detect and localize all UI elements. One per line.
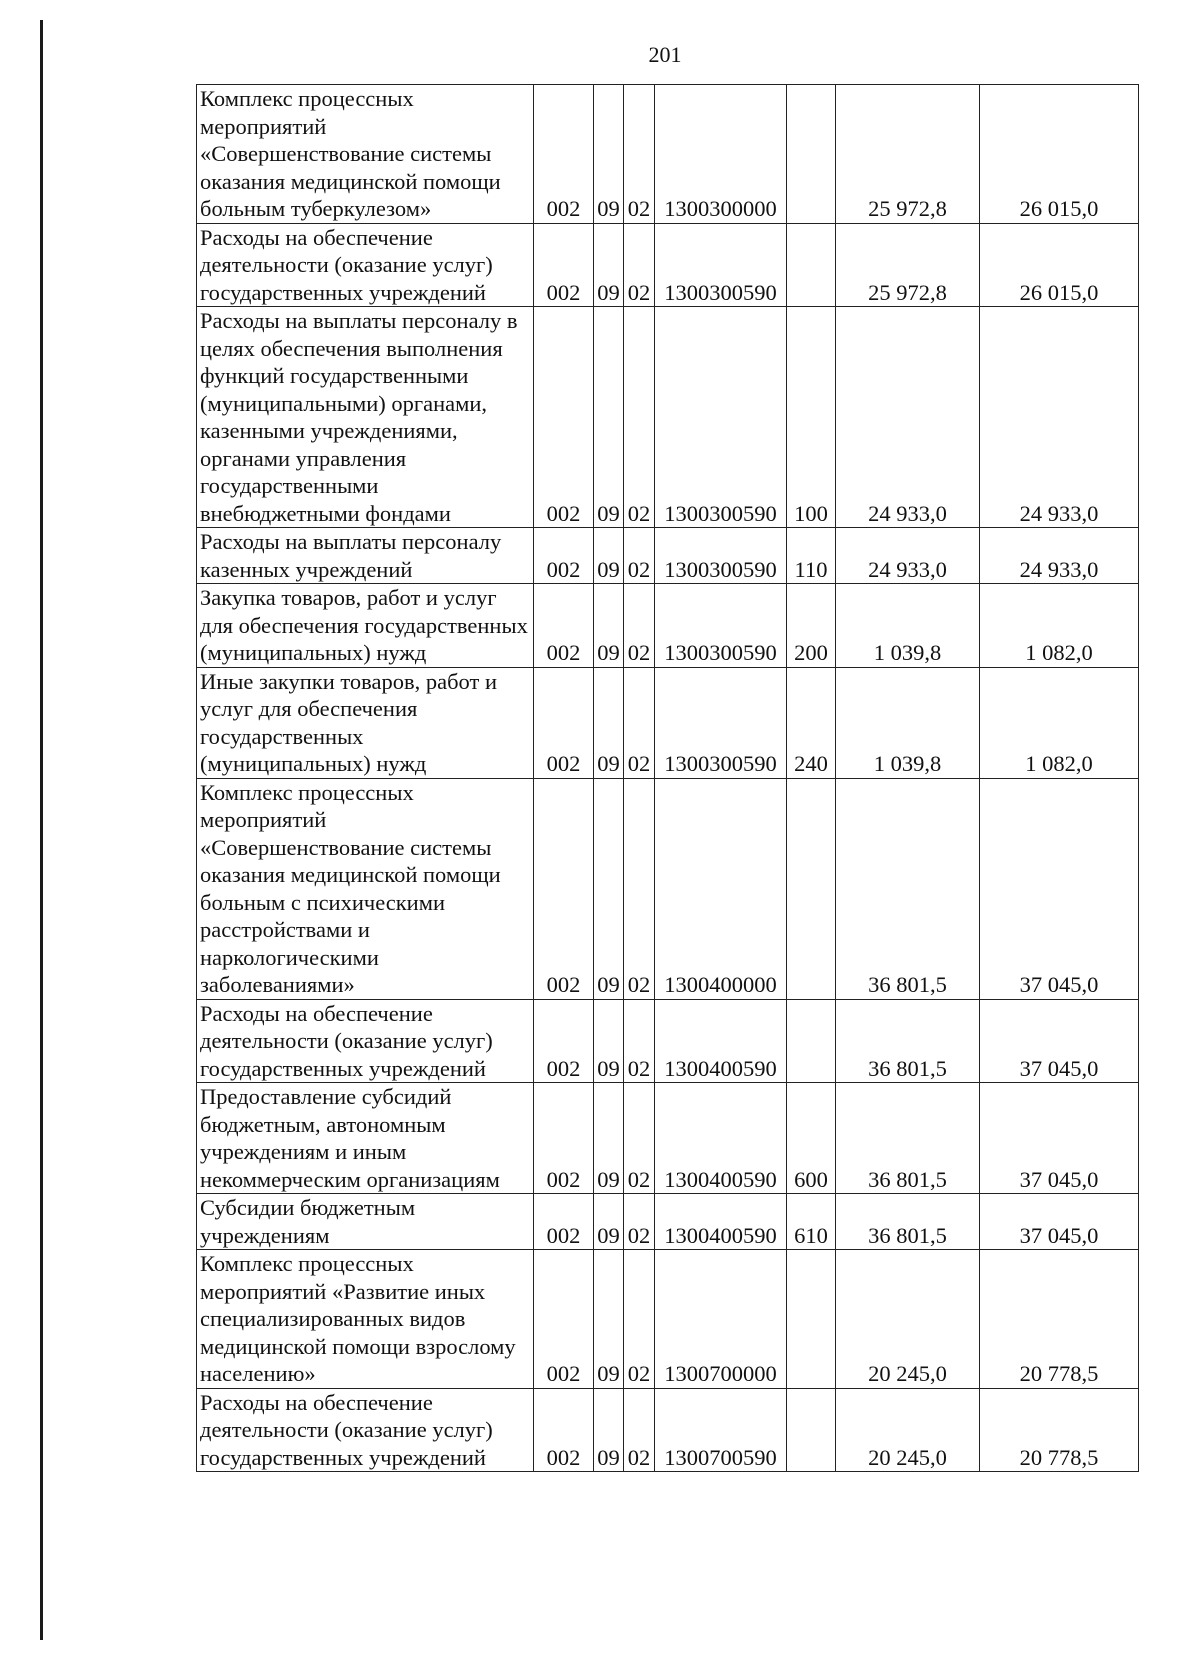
amount-year1-cell: 36 801,5 [836,1083,980,1194]
subsection-code-cell: 02 [624,1194,655,1250]
expense-type-cell [787,778,836,999]
target-article-cell: 1300300000 [655,85,787,224]
amount-year1-cell: 36 801,5 [836,778,980,999]
expense-type-cell: 610 [787,1194,836,1250]
expense-name-cell: Закупка товаров, работ и услуг для обеспечения государственных (муниципальных) нужд [197,584,534,668]
target-article-cell: 1300400590 [655,1083,787,1194]
table-row [197,778,1139,999]
amount-year2-cell: 20 778,5 [980,1388,1139,1472]
amount-year1-cell: 25 972,8 [836,85,980,224]
amount-year2-cell: 37 045,0 [980,1083,1139,1194]
section-code-cell: 09 [594,999,624,1083]
amount-year1-cell: 24 933,0 [836,307,980,528]
table-row [197,1250,1139,1389]
table-row [197,1194,1139,1250]
target-article-cell: 1300400000 [655,778,787,999]
target-article-cell: 1300300590 [655,528,787,584]
budget-table-body [197,85,1139,1472]
amount-year1-cell: 20 245,0 [836,1250,980,1389]
page-binding-line [40,20,43,1640]
grbs-code-cell: 002 [534,778,594,999]
expense-type-cell: 110 [787,528,836,584]
amount-year2-cell: 20 778,5 [980,1250,1139,1389]
section-code-cell: 09 [594,667,624,778]
subsection-code-cell: 02 [624,223,655,307]
subsection-code-cell: 02 [624,1083,655,1194]
amount-year1-cell: 20 245,0 [836,1388,980,1472]
amount-year1-cell: 24 933,0 [836,528,980,584]
expense-type-cell: 200 [787,584,836,668]
expense-type-cell: 240 [787,667,836,778]
table-row [197,1083,1139,1194]
subsection-code-cell: 02 [624,528,655,584]
expense-type-cell [787,999,836,1083]
section-code-cell: 09 [594,1083,624,1194]
expense-name-cell: Расходы на обеспечение деятельности (оказание услуг) государственных учреждений [197,999,534,1083]
section-code-cell: 09 [594,528,624,584]
amount-year2-cell: 26 015,0 [980,223,1139,307]
grbs-code-cell: 002 [534,999,594,1083]
amount-year2-cell: 37 045,0 [980,999,1139,1083]
expense-name-cell: Расходы на выплаты персоналу казенных учреждений [197,528,534,584]
amount-year2-cell: 37 045,0 [980,1194,1139,1250]
subsection-code-cell: 02 [624,1250,655,1389]
table-row [197,85,1139,224]
subsection-code-cell: 02 [624,85,655,224]
amount-year2-cell: 1 082,0 [980,584,1139,668]
target-article-cell: 1300700590 [655,1388,787,1472]
target-article-cell: 1300400590 [655,999,787,1083]
subsection-code-cell: 02 [624,778,655,999]
subsection-code-cell: 02 [624,667,655,778]
table-row [197,999,1139,1083]
table-row [197,584,1139,668]
subsection-code-cell: 02 [624,999,655,1083]
expense-name-cell: Расходы на выплаты персоналу в целях обеспечения выполнения функций государственными (муниципальными) органами, казенными учреждениями, органами управления государственными внебюджетными фондами [197,307,534,528]
page-number: 201 [648,42,682,67]
amount-year2-cell: 24 933,0 [980,528,1139,584]
section-code-cell: 09 [594,85,624,224]
amount-year2-cell: 24 933,0 [980,307,1139,528]
expense-name-cell: Иные закупки товаров, работ и услуг для обеспечения государственных (муниципальных) нужд [197,667,534,778]
target-article-cell: 1300300590 [655,667,787,778]
grbs-code-cell: 002 [534,1194,594,1250]
expense-type-cell [787,85,836,224]
amount-year2-cell: 37 045,0 [980,778,1139,999]
expense-name-cell: Комплекс процессных мероприятий «Развитие иных специализированных видов медицинской помощи взрослому населению» [197,1250,534,1389]
subsection-code-cell: 02 [624,584,655,668]
grbs-code-cell: 002 [534,1083,594,1194]
section-code-cell: 09 [594,584,624,668]
amount-year2-cell: 1 082,0 [980,667,1139,778]
target-article-cell: 1300400590 [655,1194,787,1250]
grbs-code-cell: 002 [534,1388,594,1472]
expense-name-cell: Комплекс процессных мероприятий «Совершенствование системы оказания медицинской помощи больным с психическими расстройствами и наркологическими заболеваниями» [197,778,534,999]
amount-year1-cell: 25 972,8 [836,223,980,307]
target-article-cell: 1300300590 [655,584,787,668]
expense-name-cell: Расходы на обеспечение деятельности (оказание услуг) государственных учреждений [197,1388,534,1472]
amount-year1-cell: 36 801,5 [836,1194,980,1250]
grbs-code-cell: 002 [534,667,594,778]
expense-name-cell: Предоставление субсидий бюджетным, автономным учреждениям и иным некоммерческим организациям [197,1083,534,1194]
expense-name-cell: Расходы на обеспечение деятельности (оказание услуг) государственных учреждений [197,223,534,307]
amount-year1-cell: 1 039,8 [836,667,980,778]
target-article-cell: 1300700000 [655,1250,787,1389]
expense-type-cell [787,1388,836,1472]
grbs-code-cell: 002 [534,1250,594,1389]
subsection-code-cell: 02 [624,1388,655,1472]
table-row [197,223,1139,307]
target-article-cell: 1300300590 [655,307,787,528]
table-row [197,1388,1139,1472]
table-row [197,307,1139,528]
section-code-cell: 09 [594,307,624,528]
grbs-code-cell: 002 [534,85,594,224]
table-row [197,667,1139,778]
grbs-code-cell: 002 [534,223,594,307]
expense-type-cell: 100 [787,307,836,528]
amount-year2-cell: 26 015,0 [980,85,1139,224]
amount-year1-cell: 36 801,5 [836,999,980,1083]
grbs-code-cell: 002 [534,528,594,584]
amount-year1-cell: 1 039,8 [836,584,980,668]
subsection-code-cell: 02 [624,307,655,528]
expense-type-cell [787,223,836,307]
table-row [197,528,1139,584]
expense-name-cell: Субсидии бюджетным учреждениям [197,1194,534,1250]
section-code-cell: 09 [594,1194,624,1250]
section-code-cell: 09 [594,1388,624,1472]
target-article-cell: 1300300590 [655,223,787,307]
section-code-cell: 09 [594,778,624,999]
section-code-cell: 09 [594,223,624,307]
expense-type-cell [787,1250,836,1389]
expense-type-cell: 600 [787,1083,836,1194]
budget-table [196,84,1139,1472]
grbs-code-cell: 002 [534,307,594,528]
expense-name-cell: Комплекс процессных мероприятий «Совершенствование системы оказания медицинской помощи больным туберкулезом» [197,85,534,224]
grbs-code-cell: 002 [534,584,594,668]
section-code-cell: 09 [594,1250,624,1389]
